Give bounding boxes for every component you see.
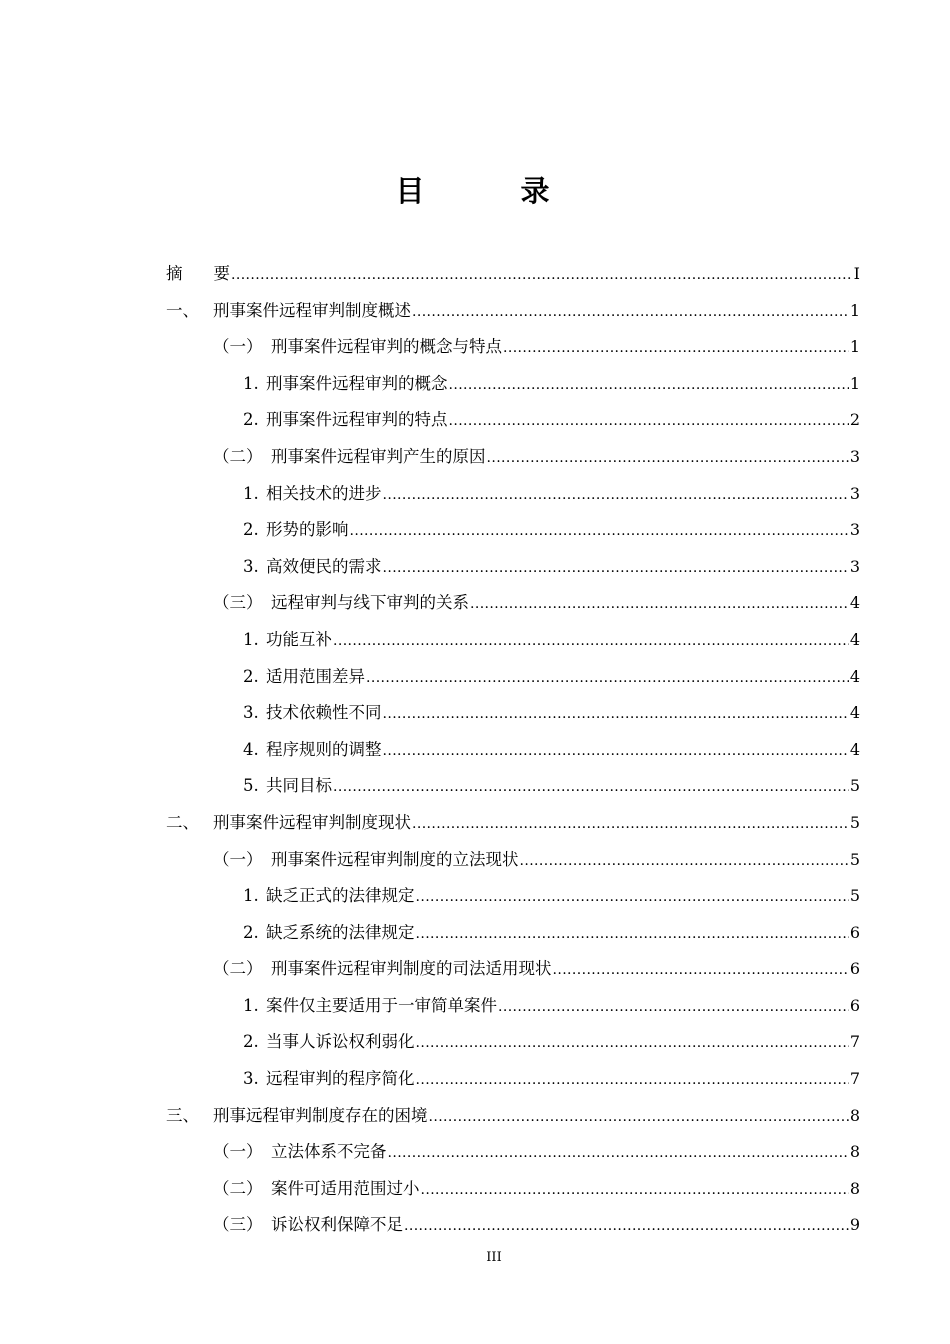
- toc-entry-title: 刑事案件远程审判制度的司法适用现状: [271, 959, 552, 979]
- toc-entry-title: 刑事案件远程审判的特点: [266, 410, 448, 430]
- toc-entry-page: 4: [849, 666, 860, 686]
- toc-entry-page: 4: [849, 593, 860, 613]
- toc-entry-title: 摘要: [166, 264, 261, 283]
- toc-dot-leader: [404, 1208, 849, 1245]
- toc-dot-leader: [429, 1099, 849, 1136]
- toc-entry-number: （二）: [213, 959, 263, 979]
- toc-entry-number: 3.: [243, 556, 259, 576]
- toc-entry[interactable]: [166, 1171, 860, 1208]
- toc-entry-title: 案件可适用范围过小: [271, 1178, 420, 1198]
- toc-entry-number: 3.: [243, 1069, 259, 1089]
- toc-entry[interactable]: [166, 1061, 860, 1098]
- toc-entry-title: 缺乏正式的法律规定: [266, 886, 415, 906]
- toc-entry[interactable]: [166, 1098, 860, 1135]
- toc-dot-leader: [333, 623, 849, 660]
- toc-entry[interactable]: [166, 988, 860, 1025]
- toc-entry-page: 8: [849, 1105, 860, 1125]
- toc-entry-page: 6: [849, 922, 860, 942]
- toc-entry-title: 功能互补: [266, 629, 332, 649]
- toc-entry[interactable]: [166, 1134, 860, 1171]
- toc-entry-page: 3: [849, 483, 860, 503]
- toc-entry[interactable]: [166, 915, 860, 952]
- toc-entry[interactable]: [166, 1024, 860, 1061]
- toc-dot-leader: [498, 989, 849, 1026]
- toc-dot-leader: [412, 294, 849, 331]
- toc-entry-page: 4: [849, 629, 860, 649]
- toc-entry[interactable]: [166, 951, 860, 988]
- toc-entry[interactable]: [166, 622, 860, 659]
- toc-dot-leader: [333, 769, 849, 806]
- toc-entry-title: 高效便民的需求: [266, 556, 382, 576]
- toc-entry-title: 远程审判的程序简化: [266, 1069, 415, 1089]
- toc-dot-leader: [383, 733, 849, 770]
- toc-entry-number: 2.: [243, 520, 259, 540]
- toc-entry-page: 3: [849, 520, 860, 540]
- toc-entry-title: 共同目标: [266, 776, 332, 796]
- toc-entry-title: 程序规则的调整: [266, 739, 382, 759]
- toc-entry-page: 2: [849, 410, 860, 430]
- toc-dot-leader: [412, 806, 849, 843]
- toc-entry[interactable]: [166, 329, 860, 366]
- toc-list: [166, 256, 860, 1244]
- toc-dot-leader: [231, 257, 853, 294]
- page-number: III: [486, 1250, 502, 1265]
- toc-entry-page: 4: [849, 739, 860, 759]
- toc-entry[interactable]: [166, 695, 860, 732]
- toc-entry-number: （一）: [213, 337, 263, 357]
- toc-entry-number: 3.: [243, 703, 259, 723]
- toc-entry-number: （三）: [213, 1215, 263, 1235]
- toc-entry-number: 1.: [243, 886, 259, 906]
- toc-entry-title: 适用范围差异: [266, 666, 365, 686]
- toc-entry-page: 1: [849, 337, 860, 357]
- toc-entry-number: （二）: [213, 446, 263, 466]
- toc-entry-page: 5: [849, 849, 860, 869]
- toc-entry-page: 3: [849, 446, 860, 466]
- toc-entry-page: 9: [849, 1215, 860, 1235]
- toc-entry-title: 立法体系不完备: [271, 1142, 387, 1162]
- toc-entry-number: 1.: [243, 483, 259, 503]
- toc-dot-leader: [487, 440, 849, 477]
- toc-dot-leader: [470, 586, 849, 623]
- toc-entry-number: 2.: [243, 410, 259, 430]
- toc-dot-leader: [520, 843, 849, 880]
- toc-entry-page: 5: [849, 776, 860, 796]
- toc-entry-title: 刑事案件远程审判制度概述: [213, 300, 411, 320]
- toc-entry-title: 刑事案件远程审判产生的原因: [271, 446, 486, 466]
- toc-entry-number: （一）: [213, 849, 263, 869]
- toc-dot-leader: [416, 1025, 849, 1062]
- toc-dot-leader: [383, 550, 849, 587]
- toc-entry-page: 1: [849, 373, 860, 393]
- toc-entry-title: 当事人诉讼权利弱化: [266, 1032, 415, 1052]
- toc-entry-title: 刑事案件远程审判制度的立法现状: [271, 849, 519, 869]
- toc-entry-title: 刑事案件远程审判制度现状: [213, 812, 411, 832]
- toc-entry[interactable]: [166, 476, 860, 513]
- toc-entry-page: 5: [849, 886, 860, 906]
- toc-entry-title: 缺乏系统的法律规定: [266, 922, 415, 942]
- toc-entry-title: 案件仅主要适用于一审简单案件: [266, 995, 497, 1015]
- toc-entry-title: 刑事案件远程审判的概念: [266, 373, 448, 393]
- toc-entry-page: 8: [849, 1178, 860, 1198]
- toc-entry-page: 6: [849, 995, 860, 1015]
- toc-entry-number: 三、: [166, 1105, 199, 1125]
- toc-entry[interactable]: [166, 732, 860, 769]
- toc-entry[interactable]: [166, 585, 860, 622]
- toc-entry-page: 6: [849, 959, 860, 979]
- toc-entry-number: （三）: [213, 593, 263, 613]
- toc-dot-leader: [421, 1172, 849, 1209]
- toc-entry-title: 相关技术的进步: [266, 483, 382, 503]
- toc-entry-page: 4: [849, 703, 860, 723]
- toc-entry-number: 一、: [166, 300, 199, 320]
- toc-entry-page: I: [853, 264, 860, 283]
- toc-entry-number: （二）: [213, 1178, 263, 1198]
- toc-entry-number: 1.: [243, 629, 259, 649]
- toc-entry-number: 4.: [243, 739, 259, 759]
- toc-entry-number: （一）: [213, 1142, 263, 1162]
- toc-dot-leader: [383, 477, 849, 514]
- toc-entry[interactable]: [166, 293, 860, 330]
- toc-entry-page: 1: [849, 300, 860, 320]
- toc-entry-title: 诉讼权利保障不足: [271, 1215, 403, 1235]
- toc-entry[interactable]: [166, 878, 860, 915]
- toc-entry-number: 1.: [243, 995, 259, 1015]
- toc-dot-leader: [416, 879, 849, 916]
- toc-entry-title: 刑事案件远程审判的概念与特点: [271, 337, 502, 357]
- toc-entry[interactable]: [166, 768, 860, 805]
- toc-entry[interactable]: [166, 512, 860, 549]
- toc-entry-number: 二、: [166, 812, 199, 832]
- toc-entry-title: 形势的影响: [266, 520, 349, 540]
- toc-entry-number: 1.: [243, 373, 259, 393]
- toc-dot-leader: [449, 403, 849, 440]
- toc-dot-leader: [449, 367, 849, 404]
- toc-dot-leader: [366, 660, 849, 697]
- toc-entry[interactable]: [166, 659, 860, 696]
- toc-entry-title: 技术依赖性不同: [266, 703, 382, 723]
- toc-entry-page: 5: [849, 812, 860, 832]
- toc-entry-page: 3: [849, 556, 860, 576]
- toc-dot-leader: [553, 952, 849, 989]
- toc-entry-page: 7: [849, 1032, 860, 1052]
- toc-entry-page: 7: [849, 1069, 860, 1089]
- toc-entry-title: 刑事远程审判制度存在的困境: [213, 1105, 428, 1125]
- toc-entry-number: 2.: [243, 1032, 259, 1052]
- toc-entry-title: 远程审判与线下审判的关系: [271, 593, 469, 613]
- toc-entry[interactable]: [166, 549, 860, 586]
- toc-entry[interactable]: [166, 439, 860, 476]
- toc-entry[interactable]: [166, 256, 860, 293]
- toc-dot-leader: [416, 1062, 849, 1099]
- toc-dot-leader: [503, 330, 849, 367]
- toc-dot-leader: [383, 696, 849, 733]
- toc-entry[interactable]: [166, 805, 860, 842]
- toc-entry-number: 5.: [243, 776, 259, 796]
- toc-entry[interactable]: [166, 842, 860, 879]
- toc-title: 目 录: [395, 174, 593, 209]
- toc-entry[interactable]: [166, 402, 860, 439]
- toc-entry[interactable]: [166, 366, 860, 403]
- toc-dot-leader: [350, 513, 849, 550]
- toc-dot-leader: [388, 1135, 849, 1172]
- toc-entry-page: 8: [849, 1142, 860, 1162]
- toc-entry-number: 2.: [243, 922, 259, 942]
- toc-dot-leader: [416, 916, 849, 953]
- toc-entry[interactable]: [166, 1207, 860, 1244]
- toc-entry-number: 2.: [243, 666, 259, 686]
